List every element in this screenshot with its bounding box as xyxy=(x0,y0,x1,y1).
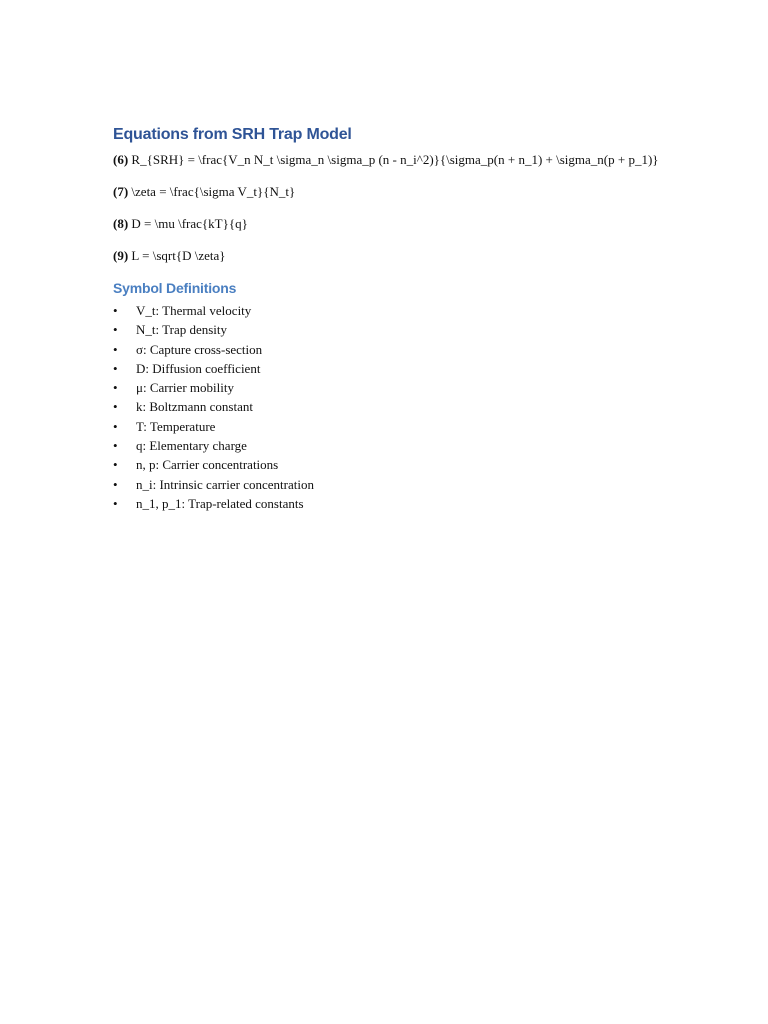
list-item: • N_t: Trap density xyxy=(113,320,673,339)
list-item: • σ: Capture cross-section xyxy=(113,340,673,359)
list-item: • n_i: Intrinsic carrier concentration xyxy=(113,475,673,494)
equation-text: D = \mu \frac{kT}{q} xyxy=(131,216,248,231)
list-item: • n_1, p_1: Trap-related constants xyxy=(113,494,673,513)
document-page xyxy=(113,124,673,513)
list-item: • μ: Carrier mobility xyxy=(113,378,673,397)
equation-text: \zeta = \frac{\sigma V_t}{N_t} xyxy=(131,184,296,199)
bullet-icon: • xyxy=(113,495,118,511)
list-item: • q: Elementary charge xyxy=(113,436,673,455)
bullet-icon: • xyxy=(113,380,118,396)
bullet-icon: • xyxy=(113,360,118,376)
equation-text: L = \sqrt{D \zeta} xyxy=(131,248,226,263)
equation-7 xyxy=(113,182,673,202)
list-item: • n, p: Carrier concentrations xyxy=(113,455,673,474)
equation-number: (6) xyxy=(113,152,129,167)
list-item: • T: Temperature xyxy=(113,417,673,436)
equation-8 xyxy=(113,214,673,234)
list-item: • k: Boltzmann constant xyxy=(113,397,673,416)
list-item: • V_t: Thermal velocity xyxy=(113,301,673,320)
equation-6 xyxy=(113,150,673,170)
bullet-icon: • xyxy=(113,303,118,318)
equation-number: (9) xyxy=(113,248,129,263)
section-heading: Symbol Definitions xyxy=(113,280,237,296)
equations-section xyxy=(113,150,673,266)
bullet-icon: • xyxy=(113,322,118,338)
equation-number: (8) xyxy=(113,216,129,231)
symbol-definitions-list xyxy=(113,301,673,513)
equation-number: (7) xyxy=(113,184,129,199)
equation-9 xyxy=(113,246,673,266)
bullet-icon: • xyxy=(113,457,118,473)
bullet-icon: • xyxy=(113,399,118,415)
equation-text: R_{SRH} = \frac{V_n N_t \sigma_n \sigma_p (n - n_i^2)}{\sigma_p(n + n_1) + \sigma_n(p + p_1)} xyxy=(131,152,659,167)
bullet-icon: • xyxy=(113,341,118,357)
page-title: Equations from SRH Trap Model xyxy=(113,126,352,143)
list-item: • D: Diffusion coefficient xyxy=(113,359,673,378)
bullet-icon: • xyxy=(113,418,118,434)
bullet-icon: • xyxy=(113,476,118,492)
bullet-icon: • xyxy=(113,438,118,454)
